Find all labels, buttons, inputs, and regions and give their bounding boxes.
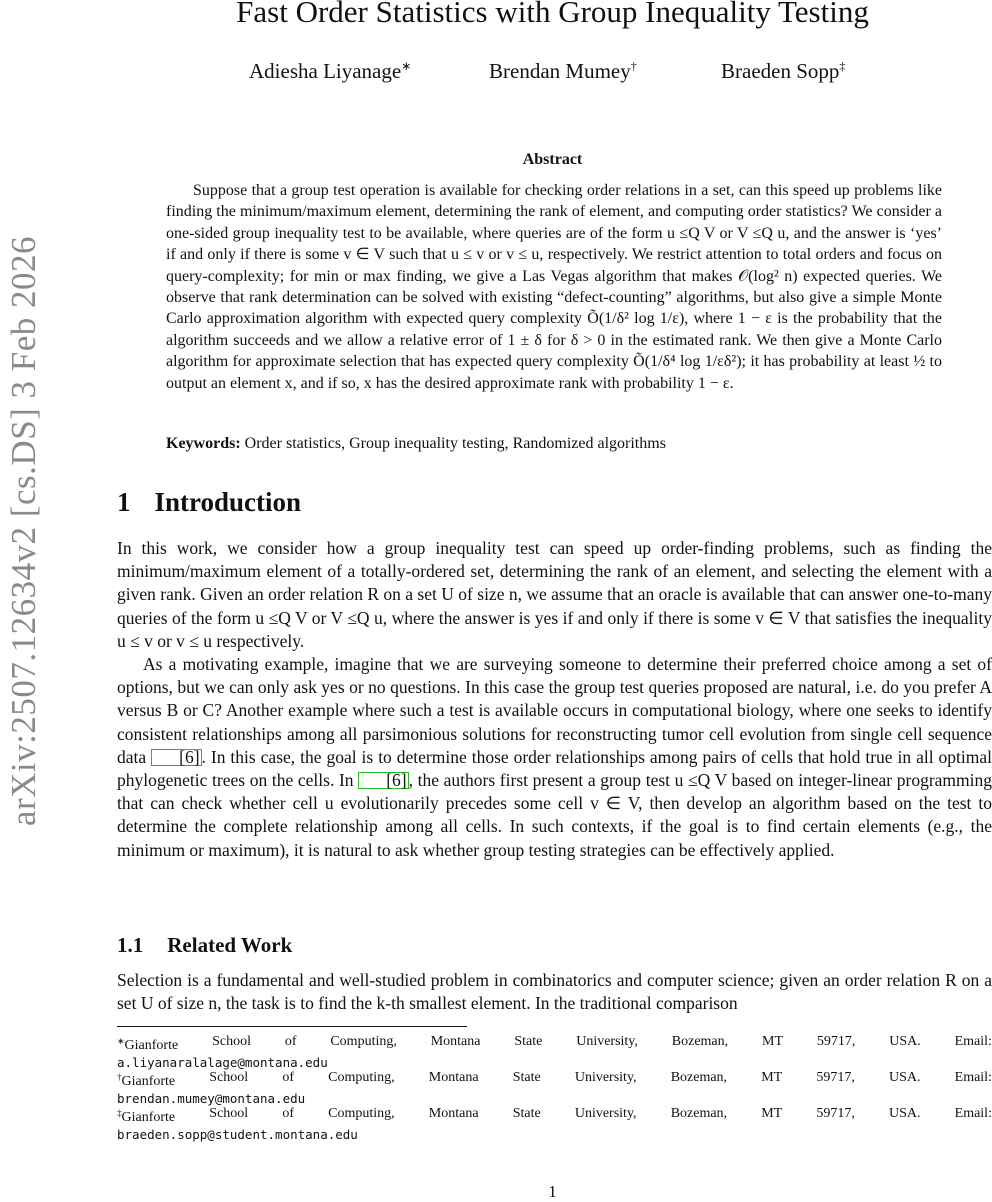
section-number: 1 <box>117 487 131 517</box>
citation-link[interactable]: [6] <box>358 772 408 789</box>
footnote-email[interactable]: braeden.sopp@student.montana.edu <box>117 1127 358 1142</box>
footnote-affiliation: ‡Gianforte School of Computing, Montana State University, Bozeman, MT 59717, USA. Email: <box>117 1106 992 1125</box>
footnote-divider <box>117 1026 467 1027</box>
author-1: Adiesha Liyanage∗ <box>249 59 412 83</box>
abstract-heading: Abstract <box>522 151 583 168</box>
related-work-paragraph: Selection is a fundamental and well-studied problem in combinatorics and computer science; given an order relation R on a set U of size n, the task is to find the k-th smallest element. In the traditional comparison <box>117 970 992 1014</box>
section-title: Introduction <box>154 487 302 517</box>
keywords-text: Order statistics, Group inequality testing, Randomized algorithms <box>244 435 666 452</box>
abstract-text: Suppose that a group test operation is available for checking order relations in a set, can this speed up problems like finding the minimum/maximum element, determining the rank of element, and computing order statistics? We consider a one-sided group inequality test to be available, where queries are of the form u ≤Q V or V ≤Q u, and the answer is ‘yes’ if and only if there is some v ∈ V such that u ≤ v or v ≤ u, respectively. We restrict attention to total orders and focus on query-complexity; for min or max finding, we give a Las Vegas algorithm that makes 𝒪(log² n) expected queries. We observe that rank determination can be solved with existing “defect-counting” algorithms, but also give a simple Monte Carlo approximation algorithm with expected query complexity Õ(1/δ² log 1/ε), where 1 − ε is the probability that the algorithm succeeds and we allow a relative error of 1 ± δ for δ > 0 in the estimated rank. We then give a Monte Carlo algorithm for approximate selection that has expected query complexity Õ(1/δ⁴ log 1/εδ²); it has probability at least ½ to output an element x, and if so, x has the desired approximate rank with probability 1 − ε. <box>166 182 942 392</box>
section-heading-introduction <box>117 487 301 518</box>
footnote-affiliation: ∗Gianforte School of Computing, Montana State University, Bozeman, MT 59717, USA. Email: <box>117 1034 992 1053</box>
footnote-email[interactable]: brendan.mumey@montana.edu <box>117 1091 306 1106</box>
arxiv-identifier: arXiv:2507.12634v2 [cs.DS] 3 Feb 2026 <box>4 235 43 827</box>
author-2-mark: † <box>630 59 637 73</box>
author-1-mark: ∗ <box>401 59 412 73</box>
keywords-label: Keywords: <box>166 435 241 452</box>
footnote-affiliation: †Gianforte School of Computing, Montana State University, Bozeman, MT 59717, USA. Email: <box>117 1070 992 1089</box>
footnote-email[interactable]: a.liyanaralalage@montana.edu <box>117 1055 328 1070</box>
intro-paragraph-2: As a motivating example, imagine that we are surveying someone to determine their preferred choice among a set of options, but we can only ask yes or no questions. In this case the group test queries proposed are natural, i.e. do you prefer A versus B or C? Another example where such a test is available occurs in computational biology, where one seeks to identify consistent relationships among all parsimonious solutions for reconstructing tumor cell evolution from single cell sequence data [6] . In this case, the goal is to determine those order relationships among pairs of cells that hold true in all optimal phylogenetic trees on the cells. In [6] , the authors first present a group test u ≤Q V based on integer-linear programming that can check whether cell u evolutionarily precedes some cell v ∈ V, then develop an algorithm based on the test to determine the complete relationship among all cells. In such contexts, if the goal is to find certain elements (e.g., the minimum or maximum), it is natural to ask whether group testing strategies can be effectively applied. <box>117 654 992 860</box>
footnote-author-1 <box>117 1033 992 1069</box>
paper-title: Fast Order Statistics with Group Inequality Testing <box>236 0 869 29</box>
footnote-author-3 <box>117 1105 992 1141</box>
subsection-number: 1.1 <box>117 933 144 957</box>
author-2: Brendan Mumey† <box>489 59 637 83</box>
keywords-line <box>166 435 942 453</box>
page-number: 1 <box>548 1182 557 1201</box>
intro-paragraph-1: In this work, we consider how a group inequality test can speed up order-finding problems, such as finding the minimum/maximum element of a totally-ordered set, determining the rank of an element, and selecting the element with a given rank. Given an order relation R on a set U of size n, we assume that an oracle is available that can answer one-to-many queries of the form u ≤Q V or V ≤Q u, where the answer is yes if and only if there is some v ∈ V that satisfies the inequality u ≤ v or v ≤ u respectively. <box>117 538 992 651</box>
citation-link[interactable]: [6] <box>151 749 201 766</box>
author-3-mark: ‡ <box>839 59 846 73</box>
subsection-title: Related Work <box>167 933 293 957</box>
subsection-heading-related-work <box>117 933 292 958</box>
author-list <box>0 59 992 89</box>
author-3: Braeden Sopp‡ <box>721 59 846 83</box>
footnote-author-2 <box>117 1069 992 1105</box>
